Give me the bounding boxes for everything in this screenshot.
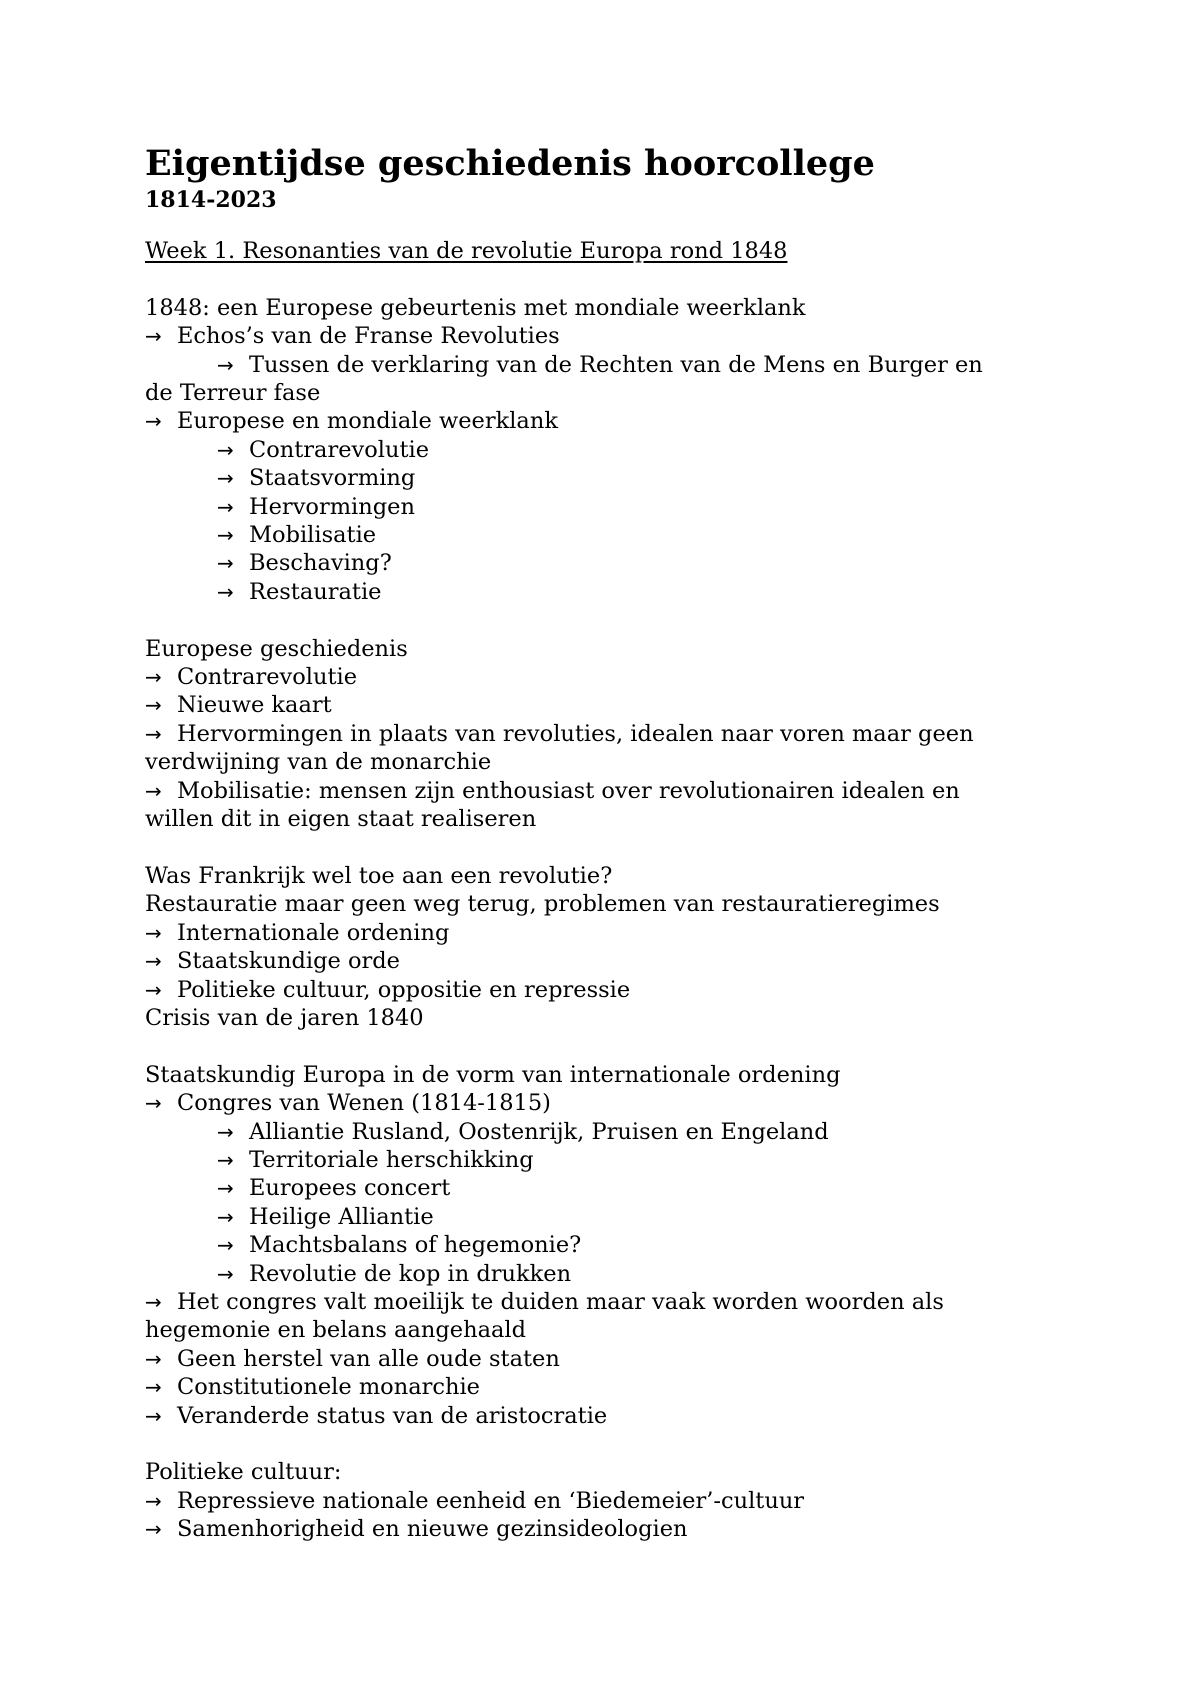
arrow-icon: → (145, 693, 162, 718)
arrow-icon: → (145, 665, 162, 690)
arrow-icon: → (145, 977, 162, 1002)
sub-bullet-item (145, 549, 1075, 577)
bullet-text: Nieuwe kaart (177, 692, 332, 719)
section-heading: Politieke cultuur: (145, 1459, 342, 1486)
arrow-icon: → (217, 523, 234, 548)
bullet-text: Congres van Wenen (1814-1815) (177, 1090, 551, 1117)
arrow-icon: → (217, 1233, 234, 1258)
document-title: Eigentijdse geschiedenis hoorcollege (145, 143, 875, 184)
bullet-text: Constitutionele monarchie (177, 1374, 480, 1401)
arrow-icon: → (145, 778, 162, 803)
bullet-text: Hervormingen in plaats van revoluties, idealen naar voren maar geen (177, 720, 974, 747)
sub-bullet-item (145, 1118, 1075, 1146)
paragraph-line: Restauratie maar geen weg terug, problemen van restauratieregimes (145, 891, 940, 918)
sub-bullet-item (145, 578, 1075, 606)
bullet-text: Mobilisatie (249, 522, 377, 549)
bullet-continuation: hegemonie en belans aangehaald (145, 1317, 526, 1344)
sub-bullet-item (145, 436, 1075, 464)
bullet-item (145, 691, 1075, 719)
document-body (145, 142, 1075, 1544)
blank-line (145, 1430, 1075, 1458)
bullet-continuation: willen dit in eigen staat realiseren (145, 806, 537, 833)
bullet-item (145, 976, 1075, 1004)
bullet-text: Revolutie de kop in drukken (249, 1260, 572, 1287)
bullet-item (145, 1288, 1075, 1316)
bullet-text: Veranderde status van de aristocratie (177, 1402, 608, 1429)
arrow-icon: → (217, 1119, 234, 1144)
arrow-icon: → (217, 1261, 234, 1286)
blank-line (145, 606, 1075, 634)
bullet-text: Politieke cultuur, oppositie en repressie (177, 976, 631, 1003)
bullet-item (145, 947, 1075, 975)
bullet-item (145, 1402, 1075, 1430)
bullet-item (145, 720, 1075, 748)
arrow-icon: → (145, 1517, 162, 1542)
arrow-icon: → (217, 352, 234, 377)
bullet-text: Internationale ordening (177, 919, 450, 946)
document-subtitle: 1814-2023 (145, 187, 277, 213)
arrow-icon: → (145, 1375, 162, 1400)
bullet-item (145, 1089, 1075, 1117)
paragraph-line: Crisis van de jaren 1840 (145, 1004, 424, 1031)
arrow-icon: → (145, 1091, 162, 1116)
bullet-text: Alliantie Rusland, Oostenrijk, Pruisen en Engeland (249, 1118, 829, 1145)
bullet-text: Hervormingen (249, 493, 415, 520)
bullet-item (145, 407, 1075, 435)
section-heading: 1848: een Europese gebeurtenis met mondiale weerklank (145, 294, 806, 321)
bullet-text: Geen herstel van alle oude staten (177, 1345, 560, 1372)
bullet-text: Het congres valt moeilijk te duiden maar vaak worden woorden als (177, 1288, 944, 1315)
arrow-icon: → (217, 1147, 234, 1172)
bullet-text: Beschaving? (249, 550, 392, 577)
arrow-icon: → (145, 920, 162, 945)
arrow-icon: → (217, 551, 234, 576)
bullet-text: Machtsbalans of hegemonie? (249, 1232, 582, 1259)
bullet-text: Contrarevolutie (177, 664, 358, 691)
bullet-text: Heilige Alliantie (249, 1203, 434, 1230)
bullet-text: Samenhorigheid en nieuwe gezinsideologien (177, 1516, 688, 1543)
week-heading: Week 1. Resonanties van de revolutie Europa rond 1848 (145, 238, 788, 264)
bullet-item (145, 1515, 1075, 1543)
bullet-item (145, 919, 1075, 947)
arrow-icon: → (217, 437, 234, 462)
blank-line (145, 265, 1075, 293)
bullet-text: Tussen de verklaring van de Rechten van de Mens en Burger en (249, 351, 983, 378)
bullet-text: Repressieve nationale eenheid en ‘Biedemeier’-cultuur (177, 1487, 805, 1514)
sub-bullet-item (145, 1260, 1075, 1288)
bullet-item (145, 1345, 1075, 1373)
sub-bullet-item (145, 351, 1075, 379)
bullet-text: Staatsvorming (249, 465, 416, 492)
bullet-text: Echos’s van de Franse Revoluties (177, 323, 560, 350)
sub-bullet-item (145, 1203, 1075, 1231)
bullet-continuation: de Terreur fase (145, 380, 321, 407)
sub-bullet-item (145, 1174, 1075, 1202)
bullet-text: Staatskundige orde (177, 948, 400, 975)
paragraph-line: Was Frankrijk wel toe aan een revolutie? (145, 862, 613, 889)
sub-bullet-item (145, 1231, 1075, 1259)
arrow-icon: → (145, 324, 162, 349)
bullet-item (145, 1487, 1075, 1515)
bullet-item (145, 777, 1075, 805)
arrow-icon: → (145, 409, 162, 434)
bullet-text: Mobilisatie: mensen zijn enthousiast over revolutionairen idealen en (177, 777, 960, 804)
arrow-icon: → (217, 466, 234, 491)
sub-bullet-item (145, 521, 1075, 549)
blank-line (145, 1032, 1075, 1060)
bullet-text: Territoriale herschikking (249, 1146, 534, 1173)
arrow-icon: → (217, 494, 234, 519)
bullet-item (145, 663, 1075, 691)
bullet-text: Contrarevolutie (249, 436, 430, 463)
bullet-item (145, 1373, 1075, 1401)
sub-bullet-item (145, 464, 1075, 492)
bullet-text: Europese en mondiale weerklank (177, 408, 558, 435)
arrow-icon: → (217, 1176, 234, 1201)
arrow-icon: → (145, 1346, 162, 1371)
bullet-continuation: verdwijning van de monarchie (145, 749, 492, 776)
section-heading: Staatskundig Europa in de vorm van internationale ordening (145, 1061, 841, 1088)
blank-line (145, 834, 1075, 862)
bullet-text: Restauratie (249, 578, 382, 605)
arrow-icon: → (145, 721, 162, 746)
bullet-text: Europees concert (249, 1175, 451, 1202)
arrow-icon: → (145, 1403, 162, 1428)
arrow-icon: → (145, 1289, 162, 1314)
arrow-icon: → (217, 1204, 234, 1229)
arrow-icon: → (145, 1488, 162, 1513)
sub-bullet-item (145, 493, 1075, 521)
section-heading: Europese geschiedenis (145, 635, 408, 662)
bullet-item (145, 322, 1075, 350)
sub-bullet-item (145, 1146, 1075, 1174)
arrow-icon: → (145, 949, 162, 974)
arrow-icon: → (217, 579, 234, 604)
